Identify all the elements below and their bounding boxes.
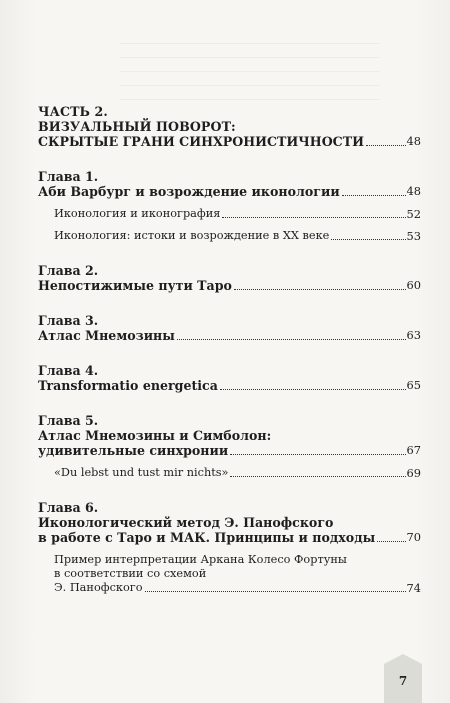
dot-leader bbox=[230, 476, 405, 477]
toc-subentry[interactable] bbox=[54, 466, 421, 480]
dot-leader bbox=[177, 339, 406, 340]
chapter-title: Атлас Мнемозины bbox=[38, 328, 175, 343]
toc-entry-part[interactable] bbox=[38, 134, 421, 149]
dot-leader bbox=[377, 541, 405, 542]
toc-subentry[interactable] bbox=[54, 207, 421, 221]
subentry-title: Иконология и иконография bbox=[54, 207, 221, 220]
chapter-6 bbox=[38, 500, 421, 595]
page-ref: 48 bbox=[406, 134, 421, 148]
subentry-title-line3: Э. Панофского bbox=[54, 581, 143, 594]
toc-entry-chapter-3[interactable] bbox=[38, 328, 421, 343]
toc-entry-chapter-4[interactable] bbox=[38, 378, 421, 393]
toc-entry-chapter-6[interactable] bbox=[38, 530, 421, 545]
toc-entry-chapter-2[interactable] bbox=[38, 278, 421, 293]
dot-leader bbox=[220, 389, 406, 390]
show-through-text bbox=[120, 40, 380, 100]
page-number-tab bbox=[384, 664, 422, 703]
part-title-line2: СКРЫТЫЕ ГРАНИ СИНХРОНИСТИЧНОСТИ bbox=[38, 134, 364, 149]
dot-leader bbox=[145, 591, 406, 592]
chapter-number: Глава 5. bbox=[38, 413, 99, 428]
chapter-number: Глава 6. bbox=[38, 500, 99, 515]
part-number: ЧАСТЬ 2. bbox=[38, 104, 108, 119]
chapter-3 bbox=[38, 313, 421, 343]
chapter-1 bbox=[38, 169, 421, 243]
subentry-title-line2: в соответствии со схемой bbox=[54, 567, 207, 580]
toc-entry-chapter-1[interactable] bbox=[38, 184, 421, 199]
dot-leader bbox=[331, 239, 405, 240]
page-ref: 60 bbox=[406, 278, 421, 292]
page-ref: 70 bbox=[406, 530, 421, 544]
chapter-title-line2: в работе с Таро и МАК. Принципы и подходы bbox=[38, 530, 376, 545]
chapter-title: Аби Варбург и возрождение иконологии bbox=[38, 184, 340, 199]
dot-leader bbox=[342, 195, 406, 196]
toc-entry-chapter-5[interactable] bbox=[38, 443, 421, 458]
toc-subentry-multiline[interactable] bbox=[54, 553, 421, 595]
dot-leader bbox=[230, 454, 405, 455]
subentry-title: «Du lebst und tust mir nichts» bbox=[54, 466, 229, 479]
chapter-title-line1: Атлас Мнемозины и Симболон: bbox=[38, 428, 272, 443]
chapter-title-line1: Иконологический метод Э. Панофского bbox=[38, 515, 334, 530]
toc-subentry[interactable] bbox=[54, 229, 421, 243]
dot-leader bbox=[222, 217, 405, 218]
chapter-number: Глава 3. bbox=[38, 313, 99, 328]
subentry-last-line bbox=[54, 581, 421, 595]
chapter-4 bbox=[38, 363, 421, 393]
page-ref: 67 bbox=[406, 443, 421, 457]
part-heading bbox=[38, 104, 421, 149]
table-of-contents bbox=[38, 104, 421, 595]
chapter-title: Transformatio energetica bbox=[38, 378, 218, 393]
chapter-5 bbox=[38, 413, 421, 480]
chapter-title-line2: удивительные синхронии bbox=[38, 443, 229, 458]
page-number: 7 bbox=[398, 674, 408, 688]
page-ref: 63 bbox=[406, 328, 421, 342]
page-ref: 74 bbox=[406, 581, 421, 595]
dot-leader bbox=[366, 145, 406, 146]
chapter-number: Глава 1. bbox=[38, 169, 99, 184]
subentry-title: Иконология: истоки и возрождение в XX веке bbox=[54, 229, 330, 242]
part-title-line1: ВИЗУАЛЬНЫЙ ПОВОРОТ: bbox=[38, 119, 236, 134]
dot-leader bbox=[234, 289, 406, 290]
page-ref: 52 bbox=[406, 207, 421, 221]
subentry-title-line1: Пример интерпретации Аркана Колесо Фортуны bbox=[54, 553, 347, 566]
chapter-2 bbox=[38, 263, 421, 293]
chapter-number: Глава 2. bbox=[38, 263, 99, 278]
page-ref: 48 bbox=[406, 184, 421, 198]
chapter-title: Непостижимые пути Таро bbox=[38, 278, 232, 293]
page-ref: 69 bbox=[406, 466, 421, 480]
page-ref: 53 bbox=[406, 229, 421, 243]
chapter-number: Глава 4. bbox=[38, 363, 99, 378]
page-ref: 65 bbox=[406, 378, 421, 392]
